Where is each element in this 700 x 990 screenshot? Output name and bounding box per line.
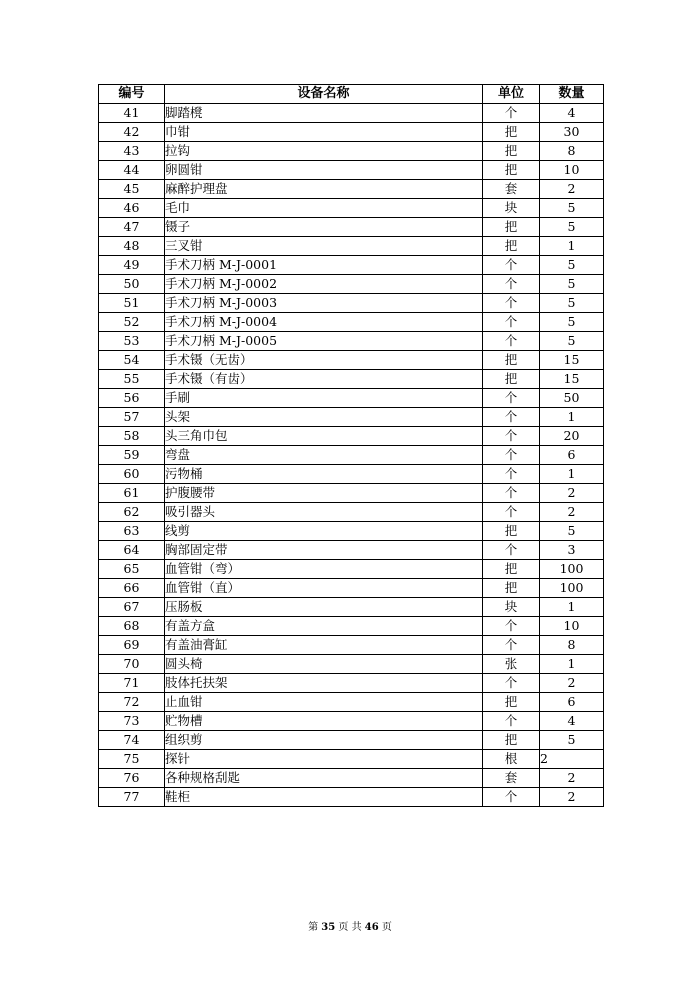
row-unit: 个 [483,503,540,522]
row-number: 53 [99,332,165,351]
table-row [99,465,604,484]
row-equipment-name: 压肠板 [165,598,483,617]
header-number: 编号 [99,85,165,104]
row-quantity: 5 [540,199,604,218]
table-row [99,332,604,351]
row-unit: 个 [483,484,540,503]
row-unit: 个 [483,674,540,693]
row-number: 48 [99,237,165,256]
row-equipment-name: 头架 [165,408,483,427]
table-body [99,104,604,807]
row-quantity: 100 [540,560,604,579]
row-quantity: 5 [540,731,604,750]
table-row [99,484,604,503]
table-row [99,598,604,617]
row-quantity: 2 [540,674,604,693]
row-unit: 把 [483,560,540,579]
row-equipment-name: 血管钳（弯） [165,560,483,579]
row-equipment-name: 污物桶 [165,465,483,484]
table-row [99,769,604,788]
row-quantity: 5 [540,332,604,351]
table-row [99,731,604,750]
table-row [99,693,604,712]
row-number: 68 [99,617,165,636]
row-number: 74 [99,731,165,750]
row-equipment-name: 鞋柜 [165,788,483,807]
row-quantity: 2 [540,788,604,807]
row-quantity: 2 [540,769,604,788]
row-unit: 套 [483,180,540,199]
footer-suffix: 页 [381,922,392,933]
row-quantity: 3 [540,541,604,560]
row-unit: 把 [483,123,540,142]
row-quantity: 50 [540,389,604,408]
table-row [99,313,604,332]
row-number: 58 [99,427,165,446]
row-equipment-name: 脚踏櫈 [165,104,483,123]
row-quantity: 100 [540,579,604,598]
row-number: 70 [99,655,165,674]
row-number: 71 [99,674,165,693]
table-row [99,237,604,256]
table-row [99,370,604,389]
row-equipment-name: 手术镊（有齿） [165,370,483,389]
row-unit: 个 [483,104,540,123]
row-number: 46 [99,199,165,218]
row-equipment-name: 吸引器头 [165,503,483,522]
row-quantity: 1 [540,237,604,256]
row-unit: 个 [483,541,540,560]
table-row [99,655,604,674]
row-quantity: 6 [540,693,604,712]
row-unit: 个 [483,408,540,427]
row-number: 69 [99,636,165,655]
row-quantity: 1 [540,598,604,617]
row-equipment-name: 有盖油膏缸 [165,636,483,655]
row-quantity: 15 [540,370,604,389]
row-number: 50 [99,275,165,294]
row-equipment-name: 手刷 [165,389,483,408]
row-equipment-name: 肢体托扶架 [165,674,483,693]
row-quantity: 5 [540,218,604,237]
row-unit: 块 [483,598,540,617]
row-number: 43 [99,142,165,161]
row-quantity: 10 [540,617,604,636]
table-row [99,522,604,541]
row-equipment-name: 头三角巾包 [165,427,483,446]
table-row [99,199,604,218]
row-number: 56 [99,389,165,408]
row-unit: 个 [483,617,540,636]
row-quantity: 2 [540,750,604,769]
page-footer [0,918,700,933]
row-number: 52 [99,313,165,332]
row-number: 59 [99,446,165,465]
row-quantity: 10 [540,161,604,180]
row-quantity: 2 [540,503,604,522]
row-quantity: 1 [540,408,604,427]
table-row [99,503,604,522]
row-unit: 套 [483,769,540,788]
table-row [99,351,604,370]
row-number: 41 [99,104,165,123]
footer-prefix: 第 [308,922,319,933]
row-unit: 根 [483,750,540,769]
row-number: 60 [99,465,165,484]
row-equipment-name: 弯盘 [165,446,483,465]
header-quantity: 数量 [540,85,604,104]
row-quantity: 30 [540,123,604,142]
row-quantity: 2 [540,180,604,199]
header-equipment-name: 设备名称 [165,85,483,104]
footer-current-page: 35 [321,922,336,933]
table-row [99,180,604,199]
table-row [99,161,604,180]
table-row [99,560,604,579]
row-equipment-name: 卵圆钳 [165,161,483,180]
row-unit: 个 [483,313,540,332]
row-unit: 个 [483,275,540,294]
row-unit: 个 [483,389,540,408]
footer-total-pages: 46 [364,922,379,933]
table-row [99,104,604,123]
table-row [99,579,604,598]
table-row [99,142,604,161]
row-equipment-name: 巾钳 [165,123,483,142]
row-equipment-name: 线剪 [165,522,483,541]
row-quantity: 8 [540,142,604,161]
table-row [99,636,604,655]
row-number: 54 [99,351,165,370]
row-number: 66 [99,579,165,598]
row-equipment-name: 贮物槽 [165,712,483,731]
row-equipment-name: 麻醉护理盘 [165,180,483,199]
row-unit: 个 [483,446,540,465]
row-equipment-name: 手术刀柄 M-J-0002 [165,275,483,294]
row-equipment-name: 手术刀柄 M-J-0003 [165,294,483,313]
row-quantity: 5 [540,294,604,313]
row-quantity: 4 [540,712,604,731]
row-number: 55 [99,370,165,389]
table-row [99,617,604,636]
table-row [99,427,604,446]
row-quantity: 5 [540,522,604,541]
row-number: 77 [99,788,165,807]
row-number: 57 [99,408,165,427]
equipment-table [98,84,604,807]
row-quantity: 8 [540,636,604,655]
row-quantity: 1 [540,655,604,674]
row-number: 47 [99,218,165,237]
row-number: 64 [99,541,165,560]
row-equipment-name: 各种规格刮匙 [165,769,483,788]
row-equipment-name: 护腹腰带 [165,484,483,503]
row-equipment-name: 胸部固定带 [165,541,483,560]
row-equipment-name: 血管钳（直） [165,579,483,598]
row-unit: 把 [483,237,540,256]
row-quantity: 6 [540,446,604,465]
table-row [99,123,604,142]
row-equipment-name: 探针 [165,750,483,769]
row-equipment-name: 手术刀柄 M-J-0001 [165,256,483,275]
row-number: 63 [99,522,165,541]
header-unit: 单位 [483,85,540,104]
row-quantity: 1 [540,465,604,484]
row-number: 65 [99,560,165,579]
row-unit: 个 [483,636,540,655]
table-row [99,750,604,769]
row-quantity: 20 [540,427,604,446]
row-unit: 把 [483,731,540,750]
table-header-row [99,85,604,104]
row-unit: 把 [483,351,540,370]
row-equipment-name: 三叉钳 [165,237,483,256]
row-equipment-name: 手术刀柄 M-J-0004 [165,313,483,332]
row-unit: 个 [483,294,540,313]
row-equipment-name: 组织剪 [165,731,483,750]
row-quantity: 15 [540,351,604,370]
row-quantity: 5 [540,275,604,294]
row-quantity: 4 [540,104,604,123]
row-equipment-name: 止血钳 [165,693,483,712]
row-equipment-name: 有盖方盒 [165,617,483,636]
row-unit: 个 [483,256,540,275]
row-unit: 块 [483,199,540,218]
row-number: 42 [99,123,165,142]
table-row [99,446,604,465]
row-equipment-name: 毛巾 [165,199,483,218]
row-equipment-name: 拉钩 [165,142,483,161]
table-row [99,294,604,313]
row-unit: 把 [483,218,540,237]
row-number: 45 [99,180,165,199]
row-unit: 把 [483,370,540,389]
table-row [99,674,604,693]
row-unit: 张 [483,655,540,674]
row-unit: 把 [483,161,540,180]
row-equipment-name: 圆头椅 [165,655,483,674]
row-number: 44 [99,161,165,180]
row-number: 73 [99,712,165,731]
row-quantity: 2 [540,484,604,503]
row-number: 76 [99,769,165,788]
row-unit: 个 [483,332,540,351]
row-unit: 把 [483,693,540,712]
row-unit: 把 [483,142,540,161]
row-unit: 个 [483,427,540,446]
table-row [99,712,604,731]
row-equipment-name: 手术镊（无齿） [165,351,483,370]
row-equipment-name: 镊子 [165,218,483,237]
table-row [99,218,604,237]
row-unit: 个 [483,465,540,484]
row-number: 75 [99,750,165,769]
footer-middle: 页 共 [338,922,362,933]
row-quantity: 5 [540,313,604,332]
row-quantity: 5 [540,256,604,275]
table-row [99,788,604,807]
row-unit: 把 [483,522,540,541]
row-number: 67 [99,598,165,617]
table-row [99,389,604,408]
table-row [99,541,604,560]
row-number: 62 [99,503,165,522]
row-number: 72 [99,693,165,712]
row-unit: 个 [483,788,540,807]
table-row [99,256,604,275]
table-row [99,408,604,427]
row-equipment-name: 手术刀柄 M-J-0005 [165,332,483,351]
table-row [99,275,604,294]
row-unit: 个 [483,712,540,731]
row-unit: 把 [483,579,540,598]
row-number: 49 [99,256,165,275]
row-number: 61 [99,484,165,503]
row-number: 51 [99,294,165,313]
